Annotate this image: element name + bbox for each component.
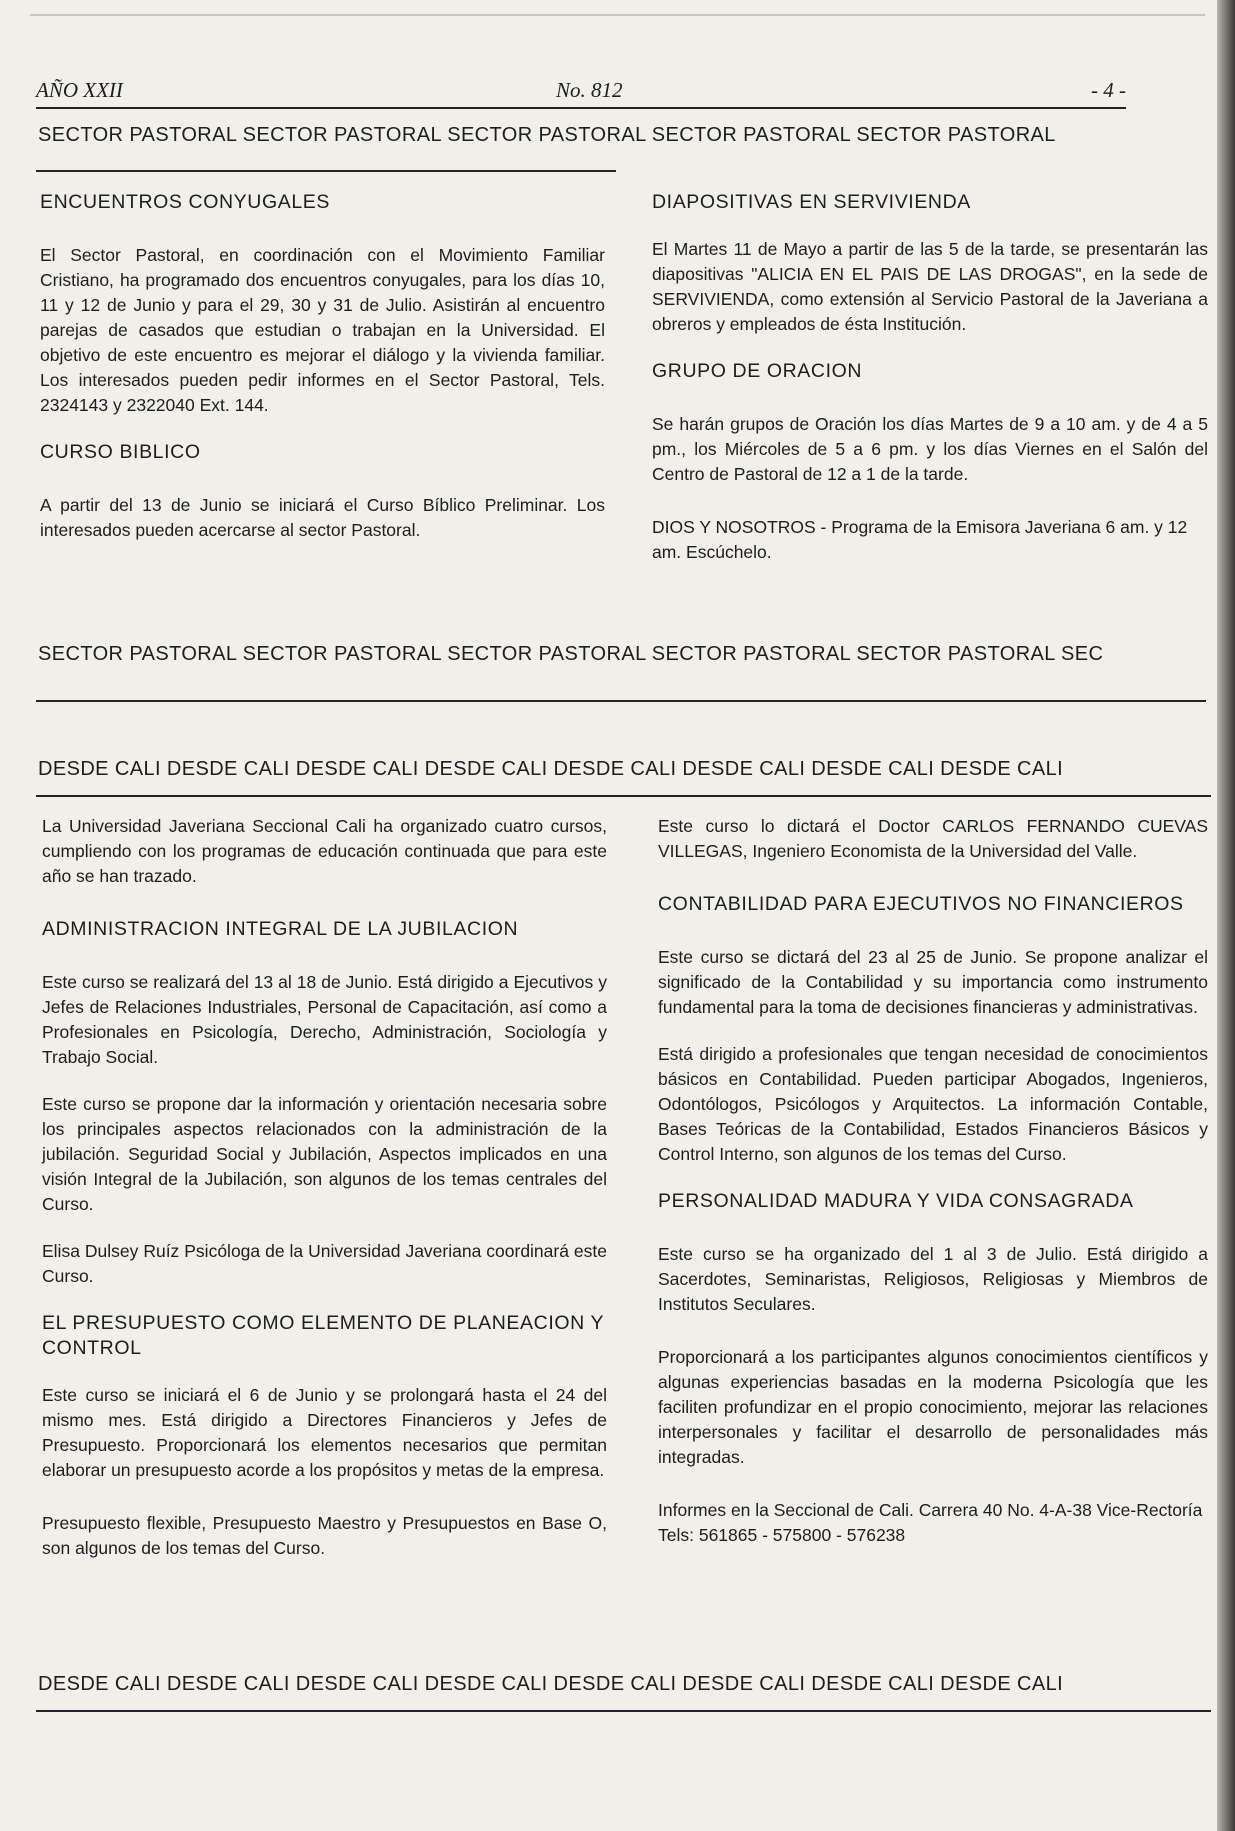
diapositivas-body: El Martes 11 de Mayo a partir de las 5 de la tarde, se presentarán las diapositivas "ALICIA EN EL PAIS DE LAS DROGAS", en la sede de SERVIVIENDA, como extensión al Servicio Pastoral de la Javeriana a obreros y empleados de ésta Institución. [652,239,1208,334]
header-page-number: - 4 - [1091,78,1126,102]
cali-instructor: Este curso lo dictará el Doctor CARLOS FERNANDO CUEVAS VILLEGAS, Ingeniero Economista de la Universidad del Valle. [658,816,1208,861]
pastoral-left-column [40,190,605,543]
pastoral-rule-bottom [36,700,1206,702]
cali-right-column [658,814,1208,1548]
dios-nosotros-notice: DIOS Y NOSOTROS - Programa de la Emisora Javeriana 6 am. y 12 am. Escúchelo. [652,517,1188,562]
grupo-oracion-title: GRUPO DE ORACION [652,360,863,382]
personalidad-title: PERSONALIDAD MADURA Y VIDA CONSAGRADA [658,1190,1134,1212]
curso-biblico-title: CURSO BIBLICO [40,441,201,463]
jubilacion-body-3: Elisa Dulsey Ruíz Psicóloga de la Universidad Javeriana coordinará este Curso. [42,1241,607,1286]
presupuesto-body-2: Presupuesto flexible, Presupuesto Maestro y Presupuestos en Base O, son algunos de los temas del Curso. [42,1513,607,1558]
cali-rule-bottom [36,1710,1211,1712]
cali-intro: La Universidad Javeriana Seccional Cali ha organizado cuatro cursos, cumpliendo con los programas de educación continuada que para este año se han trazado. [42,816,607,886]
page-header [36,78,1126,106]
sector-pastoral-banner-bottom: SECTOR PASTORAL SECTOR PASTORAL SECTOR PASTORAL SECTOR PASTORAL SECTOR PASTORAL SEC [38,643,1104,665]
grupo-oracion-body: Se harán grupos de Oración los días Martes de 9 a 10 am. y de 4 a 5 pm., los Miércoles de 5 a 6 pm. y los días Viernes en el Salón del Centro de Pastoral de 12 a 1 de la tarde. [652,414,1208,484]
contabilidad-title: CONTABILIDAD PARA EJECUTIVOS NO FINANCIEROS [658,893,1184,915]
pastoral-rule-top [36,170,616,172]
jubilacion-body-2: Este curso se propone dar la información y orientación necesaria sobre los principales aspectos relacionados con la administración de la jubilación. Seguridad Social y Jubilación, Aspectos implicados en una visión Integral de la Jubilación, son algunos de los temas centrales del Curso. [42,1094,607,1214]
jubilacion-title: ADMINISTRACION INTEGRAL DE LA JUBILACION [42,918,519,940]
header-rule [36,107,1126,109]
cali-rule-top [36,795,1211,797]
cali-contact-info: Informes en la Seccional de Cali. Carrera 40 No. 4-A-38 Vice-Rectoría Tels: 561865 - 575800 - 576238 [658,1500,1203,1545]
presupuesto-body-1: Este curso se iniciará el 6 de Junio y se prolongará hasta el 24 del mismo mes. Está dirigido a Directores Financieros y Jefes de Presupuesto. Proporcionará los elementos necesarios que permitan elaborar un presupuesto acorde a los propósitos y metas de la empresa. [42,1385,607,1480]
diapositivas-title: DIAPOSITIVAS EN SERVIVIENDA [652,191,971,213]
page-edge-shadow [1217,0,1235,1831]
personalidad-body-1: Este curso se ha organizado del 1 al 3 de Julio. Está dirigido a Sacerdotes, Seminaristas, Religiosos, Religiosas y Miembros de Institutos Seculares. [658,1244,1208,1314]
pastoral-right-column [652,190,1208,565]
curso-biblico-body: A partir del 13 de Junio se iniciará el Curso Bíblico Preliminar. Los interesados pueden acercarse al sector Pastoral. [40,495,605,540]
header-year: AÑO XXII [36,78,123,102]
desde-cali-banner-top: DESDE CALI DESDE CALI DESDE CALI DESDE CALI DESDE CALI DESDE CALI DESDE CALI DESDE CALI [38,758,1064,780]
header-issue: No. 812 [556,78,623,102]
top-divider [30,14,1205,16]
desde-cali-banner-bottom: DESDE CALI DESDE CALI DESDE CALI DESDE CALI DESDE CALI DESDE CALI DESDE CALI DESDE CALI [38,1673,1064,1695]
personalidad-body-2: Proporcionará a los participantes algunos conocimientos científicos y algunas experiencias basadas en la moderna Psicología que les faciliten profundizar en el propio conocimiento, mejorar las relaciones interpersonales y facilitar el desarrollo de personalidades más integradas. [658,1347,1208,1467]
encuentros-title: ENCUENTROS CONYUGALES [40,191,330,213]
presupuesto-title: EL PRESUPUESTO COMO ELEMENTO DE PLANEACION Y CONTROL [42,1312,604,1359]
contabilidad-body-1: Este curso se dictará del 23 al 25 de Junio. Se propone analizar el significado de la Contabilidad y su importancia como instrumento fundamental para la toma de decisiones financieras y administrativas. [658,947,1208,1017]
jubilacion-body-1: Este curso se realizará del 13 al 18 de Junio. Está dirigido a Ejecutivos y Jefes de Relaciones Industriales, Personal de Capacitación, así como a Profesionales en Psicología, Derecho, Administración, Sociología y Trabajo Social. [42,972,607,1067]
contabilidad-body-2: Está dirigido a profesionales que tengan necesidad de conocimientos básicos en Contabilidad. Pueden participar Abogados, Ingenieros, Odontólogos, Psicólogos y Arquitectos. La información Contable, Bases Teóricas de la Contabilidad, Estados Financieros Básicos y Control Interno, son algunos de los temas del Curso. [658,1044,1208,1164]
encuentros-body: El Sector Pastoral, en coordinación con el Movimiento Familiar Cristiano, ha programado dos encuentros conyugales, para los días 10, 11 y 12 de Junio y para el 29, 30 y 31 de Julio. Asistirán al encuentro parejas de casados que estudian o trabajan en la Universidad. El objetivo de este encuentro es mejorar el diálogo y la vivienda familiar. Los interesados pueden pedir informes en el Sector Pastoral, Tels. 2324143 y 2322040 Ext. 144. [40,245,605,415]
sector-pastoral-banner-top: SECTOR PASTORAL SECTOR PASTORAL SECTOR PASTORAL SECTOR PASTORAL SECTOR PASTORAL [38,124,1056,146]
cali-left-column [42,814,607,1561]
